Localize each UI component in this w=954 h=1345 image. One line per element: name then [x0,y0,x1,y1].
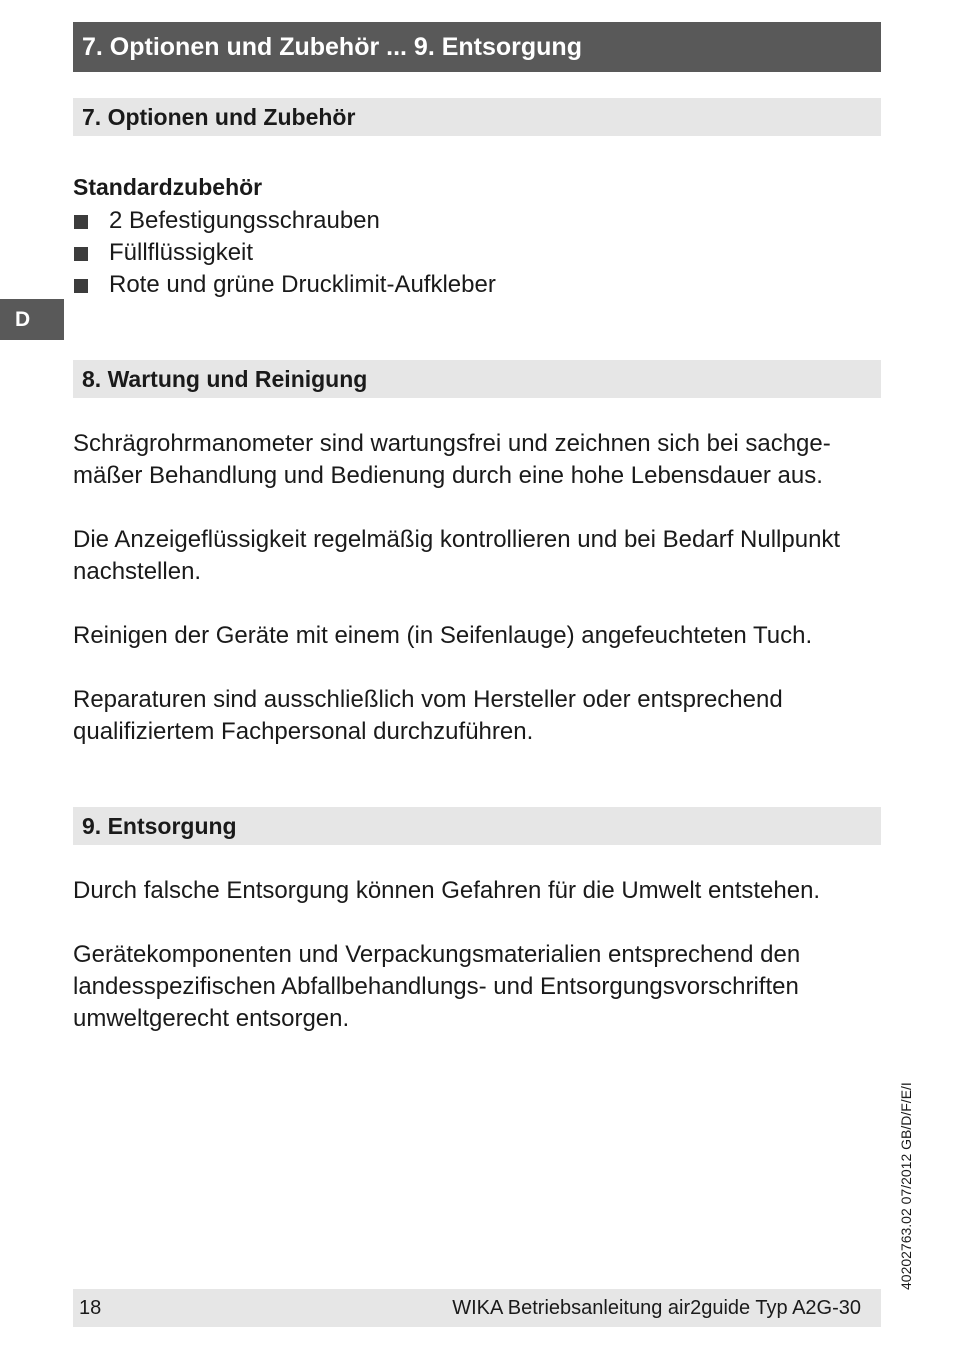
list-item [73,205,496,237]
maintenance-paragraph: Reinigen der Geräte mit einem (in Seifenlauge) angefeuchteten Tuch. [73,622,813,649]
list-item-text: Rote und grüne Drucklimit-Aufkleber [109,271,496,298]
list-item-text: Füllflüssigkeit [109,239,254,266]
list-item [73,269,496,301]
page-number: 18 [79,1297,102,1319]
square-bullet-icon [74,279,88,293]
disposal-paragraph: Durch falsche Entsorgung können Gefahren für die Umwelt entstehen. [73,877,821,904]
maintenance-paragraph: Reparaturen sind ausschließlich vom Hersteller oder entsprechend qualifiziertem Fachpersonal durchzuführen. [73,686,783,745]
language-tab: D [0,299,64,340]
document-code: 40202763.02 07/2012 GB/D/F/E/I [898,1082,914,1290]
square-bullet-icon [74,215,88,229]
disposal-paragraph: Gerätekomponenten und Verpackungsmaterialien entsprechend den landesspezifischen Abfallbehandlungs- und Entsorgungsvorschriften umweltgerecht entsorgen. [73,941,801,1032]
list-item [73,237,496,269]
list-item-text: 2 Befestigungsschrauben [109,207,380,234]
square-bullet-icon [74,247,88,261]
footer-document-title: WIKA Betriebsanleitung air2guide Typ A2G-30 [452,1297,861,1319]
page-header-title: 7. Optionen und Zubehör ... 9. Entsorgung [73,22,881,72]
section-7-heading: 7. Optionen und Zubehör [73,98,881,136]
section-8-heading: 8. Wartung und Reinigung [73,360,881,398]
section-9-heading: 9. Entsorgung [73,807,881,845]
maintenance-paragraph: Die Anzeigeflüssigkeit regelmäßig kontrollieren und bei Bedarf Nullpunkt nachstellen. [73,526,841,585]
standard-accessories-subheading: Standardzubehör [73,174,263,200]
accessories-list [73,205,496,301]
page-footer [73,1289,881,1327]
maintenance-paragraph: Schrägrohrmanometer sind wartungsfrei und zeichnen sich bei sachge-mäßer Behandlung und Bedienung durch eine hohe Lebensdauer aus. [73,430,831,489]
